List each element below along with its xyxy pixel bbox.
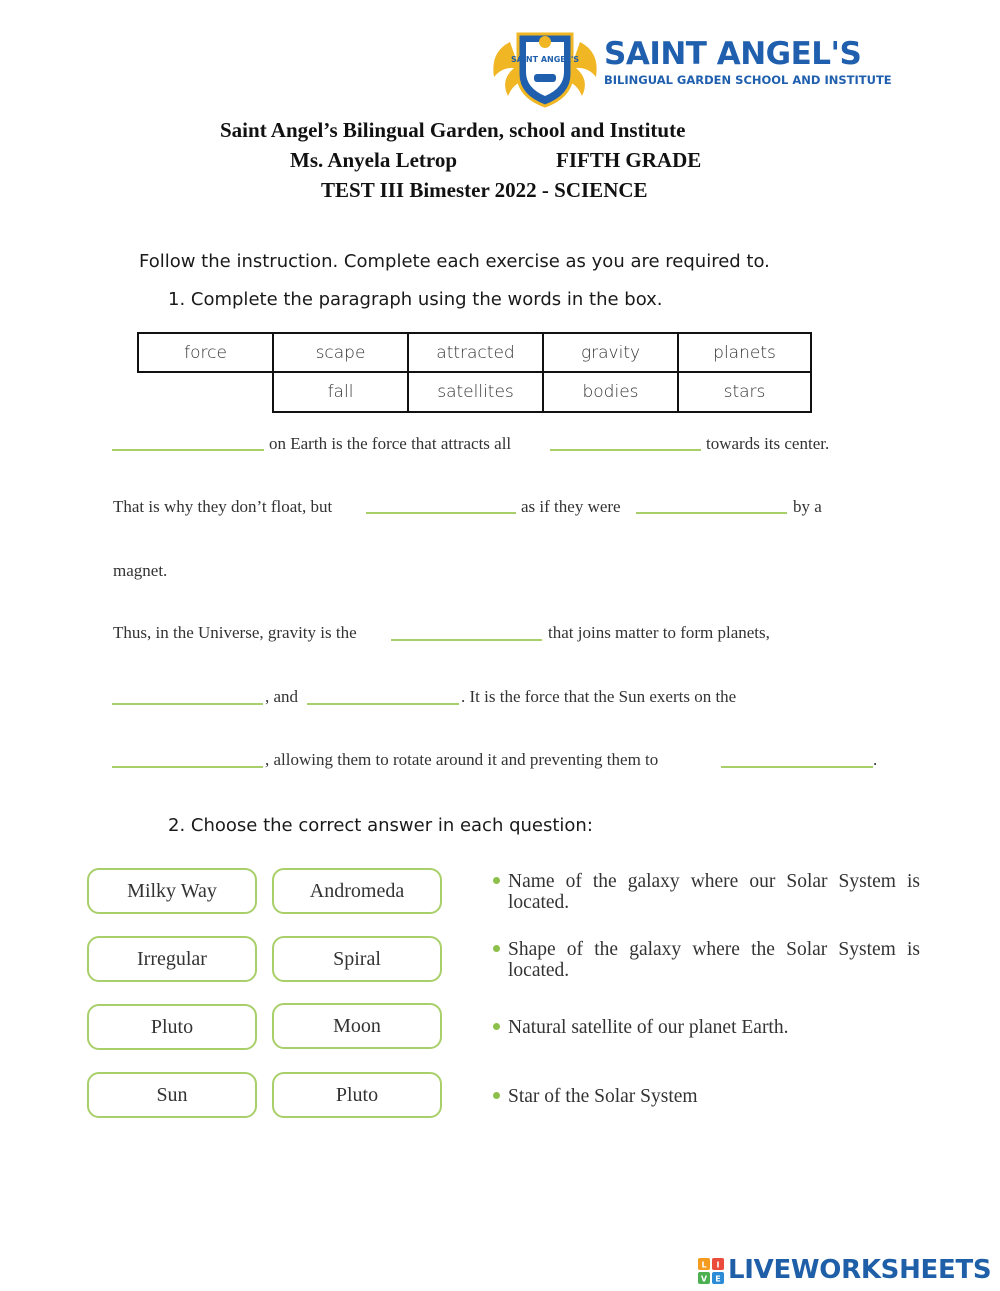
paragraph-text: magnet. — [113, 561, 168, 580]
paragraph-text: . — [873, 750, 878, 769]
question-text: Natural satellite of our planet Earth. — [508, 1017, 789, 1038]
badge-letter: I — [716, 1260, 720, 1270]
answer-option-b[interactable]: Moon — [272, 1003, 442, 1049]
bullet-icon — [493, 1023, 500, 1030]
answer-option-a[interactable]: Sun — [87, 1072, 257, 1118]
word-cell: stars — [677, 371, 812, 413]
bullet-icon — [493, 877, 500, 884]
grade-label: FIFTH GRADE — [556, 148, 702, 172]
paragraph-text: by a — [793, 497, 822, 516]
paragraph-text: , and — [265, 687, 299, 706]
teacher-name: Ms. Anyela Letrop — [290, 148, 458, 172]
school-title: Saint Angel’s Bilingual Garden, school and Institute — [220, 118, 686, 142]
blank-input-3[interactable] — [366, 512, 516, 514]
liveworksheets-badge-icon — [698, 1258, 724, 1284]
svg-text:SAINT ANGEL'S: SAINT ANGEL'S — [510, 55, 580, 64]
answer-option-b[interactable]: Spiral — [272, 936, 442, 982]
blank-input-1[interactable] — [112, 449, 264, 451]
test-title: TEST III Bimester 2022 - SCIENCE — [321, 178, 648, 202]
paragraph-text: towards its center. — [706, 434, 830, 453]
paragraph-text: . It is the force that the Sun exerts on the — [461, 687, 737, 706]
answer-option-a[interactable]: Irregular — [87, 936, 257, 982]
paragraph-text: as if they were — [521, 497, 621, 516]
badge-letter: L — [701, 1260, 707, 1270]
answer-option-a[interactable]: Milky Way — [87, 868, 257, 914]
word-cell: bodies — [542, 371, 679, 413]
blank-input-7[interactable] — [307, 703, 459, 705]
paragraph-text: Thus, in the Universe, gravity is the — [113, 623, 357, 642]
question-text: Star of the Solar System — [508, 1086, 698, 1107]
question-text: Shape of the galaxy where the Solar System is located. — [508, 939, 920, 981]
paragraph-text: That is why they don’t float, but — [113, 497, 333, 516]
word-cell: fall — [272, 371, 409, 413]
answer-option-b[interactable]: Pluto — [272, 1072, 442, 1118]
word-cell: planets — [677, 332, 812, 373]
badge-letter: V — [700, 1274, 708, 1284]
word-cell: gravity — [542, 332, 679, 373]
logo-school-subtitle: BILINGUAL GARDEN SCHOOL AND INSTITUTE — [604, 73, 892, 87]
bullet-icon — [493, 1092, 500, 1099]
exercise2-title: 2. Choose the correct answer in each question: — [168, 815, 593, 836]
logo-school-name: SAINT ANGEL'S — [604, 36, 862, 72]
answer-option-b[interactable]: Andromeda — [272, 868, 442, 914]
word-cell: force — [137, 332, 274, 373]
blank-input-2[interactable] — [550, 449, 701, 451]
word-cell: attracted — [407, 332, 544, 373]
blank-input-8[interactable] — [112, 766, 263, 768]
instructions: Follow the instruction. Complete each exercise as you are required to. — [139, 251, 770, 272]
liveworksheets-logo-text: LIVEWORKSHEETS — [728, 1255, 992, 1285]
blank-input-5[interactable] — [391, 639, 542, 641]
paragraph-text: on Earth is the force that attracts all — [269, 434, 512, 453]
word-cell: scape — [272, 332, 409, 373]
blank-input-6[interactable] — [112, 703, 263, 705]
paragraph-text: , allowing them to rotate around it and preventing them to — [265, 750, 659, 769]
badge-letter: E — [715, 1274, 721, 1284]
exercise1-title: 1. Complete the paragraph using the words in the box. — [168, 289, 663, 310]
word-cell: satellites — [407, 371, 544, 413]
blank-input-9[interactable] — [721, 766, 873, 768]
question-text: Name of the galaxy where our Solar System is located. — [508, 871, 920, 913]
bullet-icon — [493, 945, 500, 952]
blank-input-4[interactable] — [636, 512, 787, 514]
paragraph-text: that joins matter to form planets, — [548, 623, 770, 642]
answer-option-a[interactable]: Pluto — [87, 1004, 257, 1050]
